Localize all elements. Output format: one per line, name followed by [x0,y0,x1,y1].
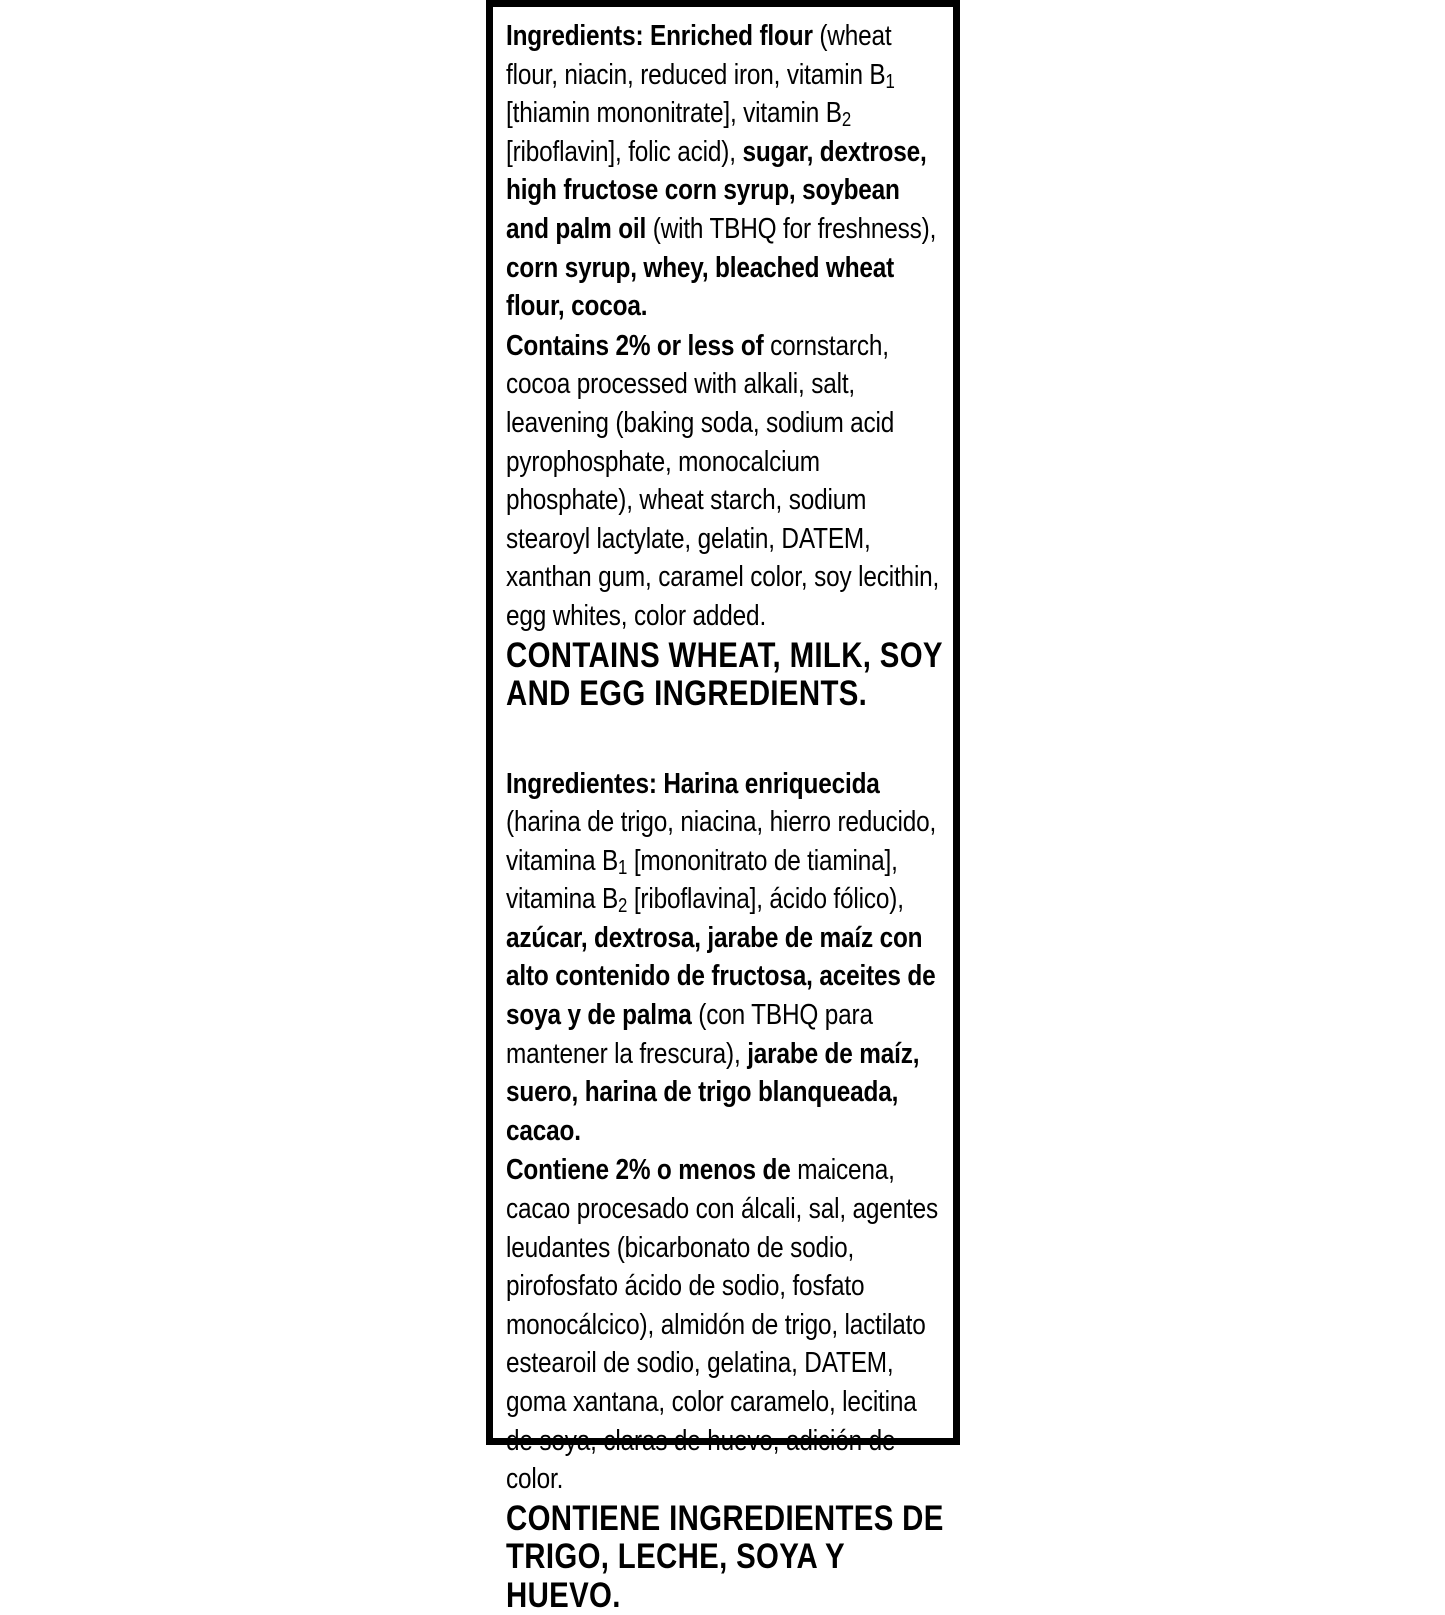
plain-text-run: maicena, cacao procesado con álcali, sal, agentes leudantes (bicarbonato de sodio, pirofosfato ácido de sodio, fosfato monocálcico), almidón de trigo, lactilato estearoil de sodio, gelatina, DATEM, goma xantana, color caramelo, lecitina de soya, claras de huevo, adición de color. [506,1154,939,1496]
plain-text-run: [thiamin mononitrate], vitamin B [506,97,842,130]
plain-text-run: (con TBHQ para mantener la frescura), [506,999,873,1070]
english-contains-less-paragraph [506,327,946,636]
english-ingredients-paragraph [506,17,946,326]
subscript-text: 1 [618,856,628,879]
english-allergen-statement: CONTAINS WHEAT, MILK, SOY AND EGG INGREDIENTS. [506,635,943,713]
plain-text-run: [riboflavin], folic acid), [506,135,743,168]
plain-text-run: [mononitrato de tiamina], vitamina B [506,844,898,916]
bold-text-run: jarabe de maíz, suero, harina de trigo blanqueada, cacao. [506,1037,920,1147]
plain-text-run: [riboflavina], ácido fólico), [627,883,904,916]
bold-text-run: corn syrup, whey, bleached wheat flour, cocoa. [506,251,895,323]
bold-text-run: Ingredients: Enriched flour [506,20,813,52]
plain-text-run: (wheat flour, niacin, reduced iron, vitamin B [506,20,892,91]
subscript-text: 1 [885,70,895,93]
bold-text-run: azúcar, dextrosa, jarabe de maíz con alto contenido de fructosa, aceites de soya y de palma [506,921,936,1032]
bold-text-run: Contiene 2% o menos de [506,1154,791,1187]
ingredients-label-panel [486,0,960,1615]
label-content [506,17,944,1615]
spanish-contains-less-paragraph [506,1151,946,1498]
subscript-text: 2 [841,109,852,132]
plain-text-run: (harina de trigo, niacina, hierro reducido, vitamina B [506,806,937,877]
plain-text-run: (with TBHQ for freshness), [646,212,937,245]
spanish-ingredients-paragraph [506,765,946,1151]
bold-text-run: sugar, dextrose, high fructose corn syrup, soybean and palm oil [506,135,927,245]
bold-text-run: Contains 2% or less of [506,329,764,362]
subscript-text: 2 [618,895,628,918]
plain-text-run: cornstarch, cocoa processed with alkali, salt, leavening (baking soda, sodium acid pyrophosphate, monocalcium phosphate), wheat starch, sodium stearoyl lactylate, gelatin, DATEM, xanthan gum, caramel color, soy lecithin, egg whites, color added. [506,329,940,632]
spanish-allergen-statement: CONTIENE INGREDIENTES DE TRIGO, LECHE, SOYA Y HUEVO. [506,1498,944,1615]
bold-text-run: Ingredientes: Harina enriquecida [506,767,880,800]
